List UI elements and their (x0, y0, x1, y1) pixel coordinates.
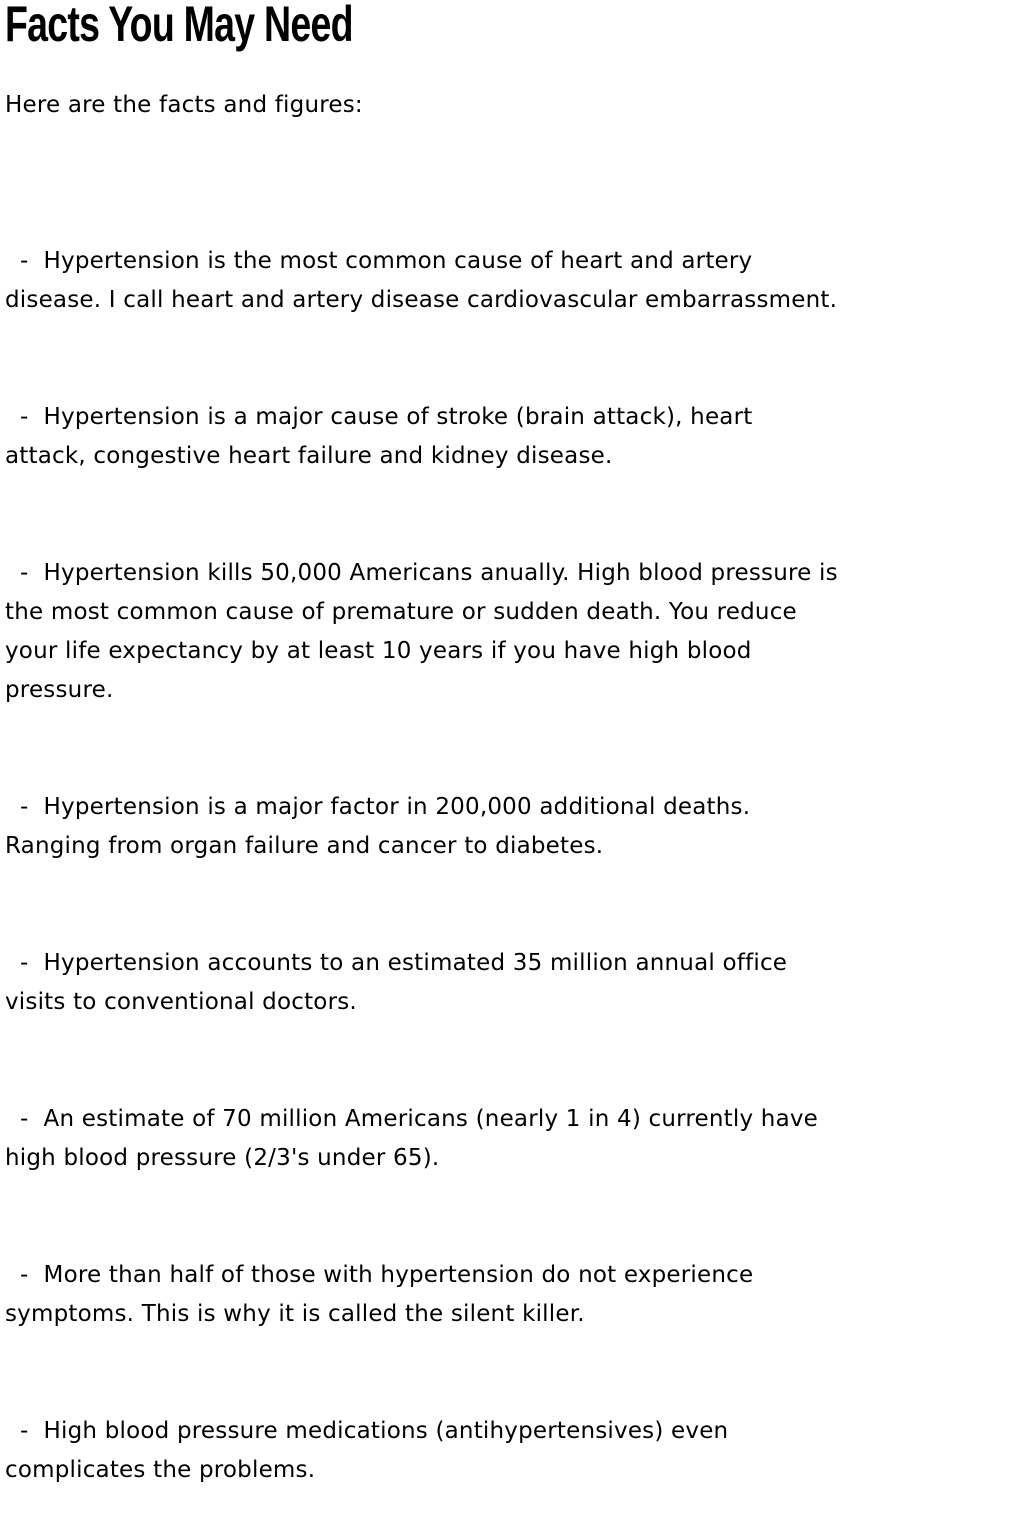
fact-item: - Hypertension accounts to an estimated 35 million annual office visits to conventional doctors. (5, 950, 788, 1015)
fact-item: - High blood pressure medications (antihypertensives) even complicates the problems. (5, 1418, 729, 1483)
page-title: Facts You May Need (5, 0, 353, 52)
fact-item: - Hypertension kills 50,000 Americans anually. High blood pressure is the most common cause of premature or sudden death. You reduce your life expectancy by at least 10 years if you have high blood pressure. (5, 560, 838, 703)
fact-item: - An estimate of 70 million Americans (nearly 1 in 4) currently have high blood pressure (2/3's under 65). (5, 1106, 819, 1171)
facts-list (5, 164, 838, 1529)
fact-item: - More than half of those with hypertension do not experience symptoms. This is why it is called the silent killer. (5, 1262, 754, 1327)
fact-item: - Hypertension is a major cause of stroke (brain attack), heart attack, congestive heart failure and kidney disease. (5, 404, 753, 469)
fact-item: - Hypertension is a major factor in 200,000 additional deaths. Ranging from organ failure and cancer to diabetes. (5, 794, 751, 859)
fact-item: - Hypertension is the most common cause of heart and artery disease. I call heart and artery disease cardiovascular embarrassment. (5, 248, 838, 313)
intro-text: Here are the facts and figures: (5, 92, 363, 118)
